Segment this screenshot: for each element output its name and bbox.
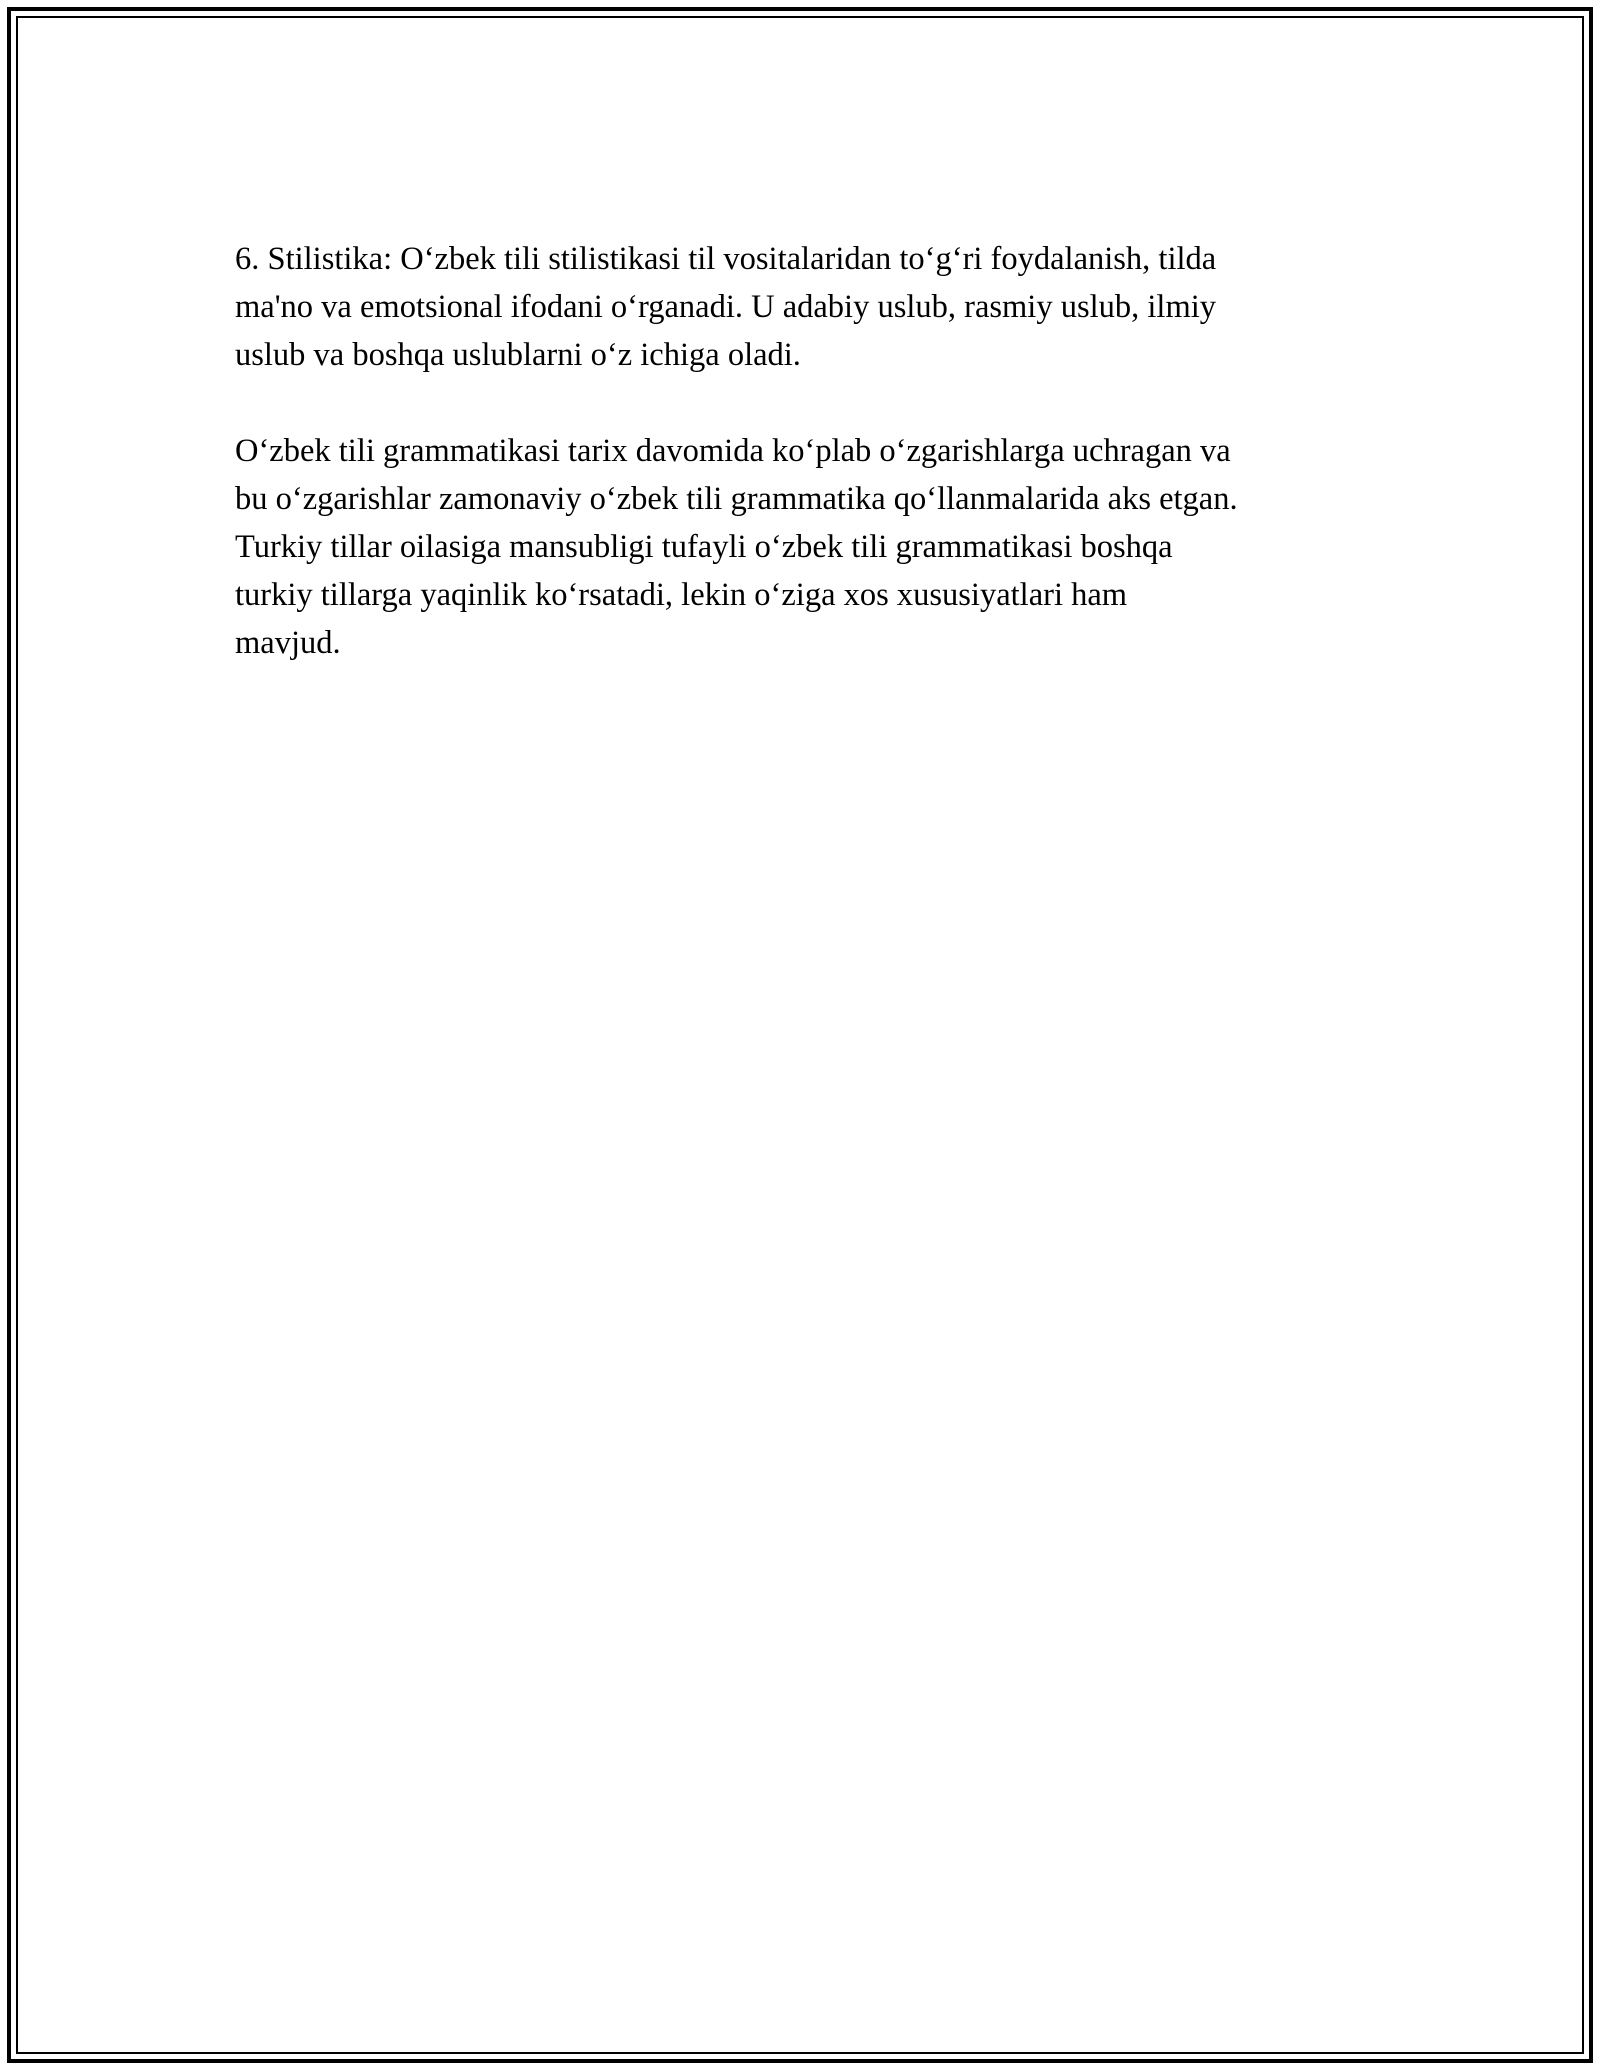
text-line: ma'no va emotsional ifodani o‘rganadi. U adabiy uslub, rasmiy uslub, ilmiy [235,289,1216,325]
text-line: bu o‘zgarishlar zamonaviy o‘zbek tili grammatika qo‘llanmalarida aks etgan. [235,481,1238,517]
document-body [235,235,1385,667]
text-line: Turkiy tillar oilasiga mansubligi tufayli o‘zbek tili grammatikasi boshqa [235,529,1173,565]
paragraph-stilistika [235,235,1385,379]
text-line: O‘zbek tili grammatikasi tarix davomida ko‘plab o‘zgarishlarga uchragan va [235,433,1231,469]
text-line: turkiy tillarga yaqinlik ko‘rsatadi, lekin o‘ziga xos xususiyatlari ham [235,577,1128,613]
text-line: mavjud. [235,625,341,661]
text-line: uslub va boshqa uslublarni o‘z ichiga oladi. [235,337,801,373]
text-line: 6. Stilistika: O‘zbek tili stilistikasi til vositalaridan to‘g‘ri foydalanish, tilda [235,241,1217,277]
paragraph-grammar-history [235,427,1385,667]
